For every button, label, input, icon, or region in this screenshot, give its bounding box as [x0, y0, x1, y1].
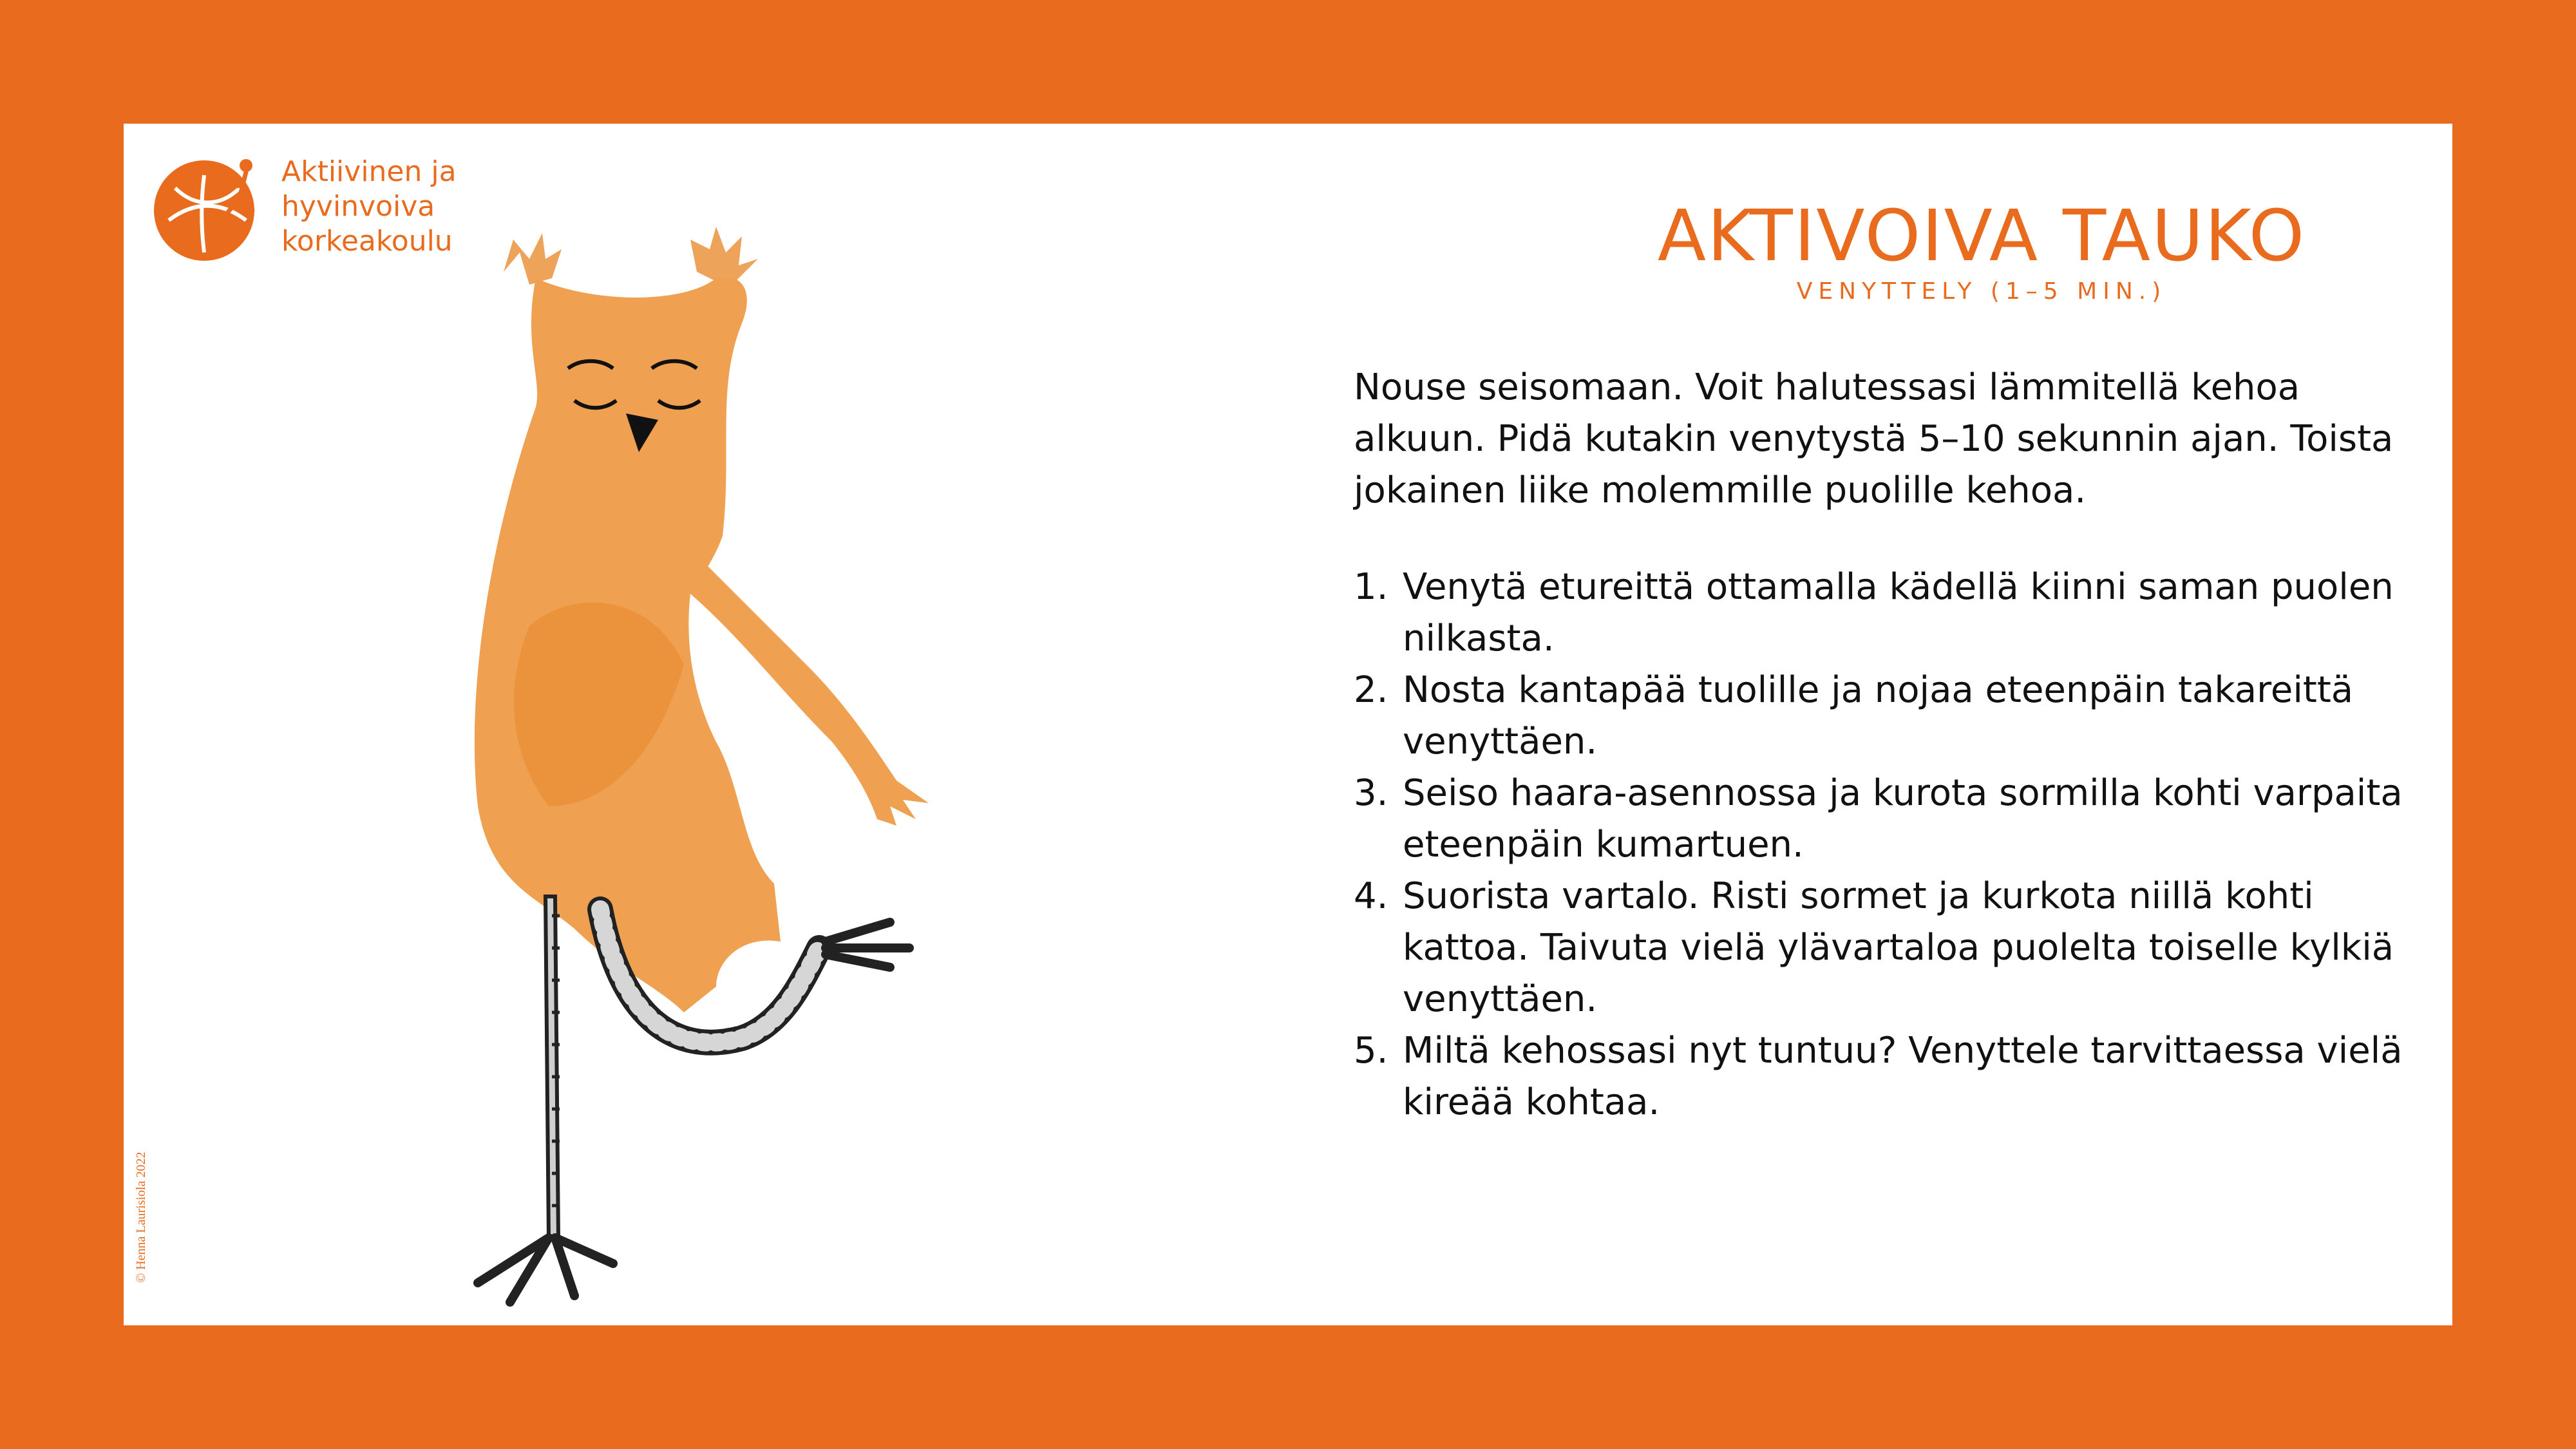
- list-item: [1354, 768, 2436, 871]
- page-title: AKTIVOIVA TAUKO: [1657, 194, 2306, 277]
- stretching-owl-illustration: [381, 175, 1283, 1309]
- step-text: Nosta kantapää tuolille ja nojaa eteenpäin takareittä venyttäen.: [1403, 669, 2354, 762]
- step-text: Seiso haara-asennossa ja kurota sormilla kohti varpaita eteenpäin kumartuen.: [1403, 772, 2403, 866]
- step-text: Suorista vartalo. Risti sormet ja kurkota niillä kohti kattoa. Taivuta vielä ylävartaloa puolelta toiselle kylkiä venyttäen.: [1403, 875, 2394, 1020]
- step-number: 1.: [1354, 566, 1388, 608]
- page-subtitle: VENYTTELY (1–5 MIN.): [1796, 278, 2167, 305]
- brand-line: hyvinvoiva: [281, 190, 435, 223]
- copyright: © Henna Laurisiola 2022: [134, 1151, 148, 1283]
- list-item: [1354, 562, 2436, 665]
- list-item: [1354, 871, 2436, 1025]
- step-number: 2.: [1354, 669, 1388, 711]
- list-item: [1354, 1025, 2436, 1128]
- card: [124, 124, 2452, 1325]
- step-number: 4.: [1354, 875, 1388, 917]
- brand-line: korkeakoulu: [281, 225, 453, 258]
- brand-line: Aktiivinen ja: [281, 155, 457, 188]
- steps-list: [1354, 562, 2436, 1128]
- step-text: Venytä etureittä ottamalla kädellä kiinni saman puolen nilkasta.: [1403, 566, 2394, 659]
- runner-circle-logo-icon: [149, 149, 265, 265]
- step-number: 3.: [1354, 772, 1388, 814]
- intro-text: Nouse seisomaan. Voit halutessasi lämmitellä kehoa alkuun. Pidä kutakin venytystä 5–10 sekunnin ajan. Toista jokainen liike molemmille puolille kehoa.: [1354, 366, 2394, 511]
- step-text: Miltä kehossasi nyt tuntuu? Venyttele tarvittaessa vielä kireää kohtaa.: [1403, 1030, 2403, 1123]
- step-number: 5.: [1354, 1030, 1388, 1072]
- list-item: [1354, 665, 2436, 768]
